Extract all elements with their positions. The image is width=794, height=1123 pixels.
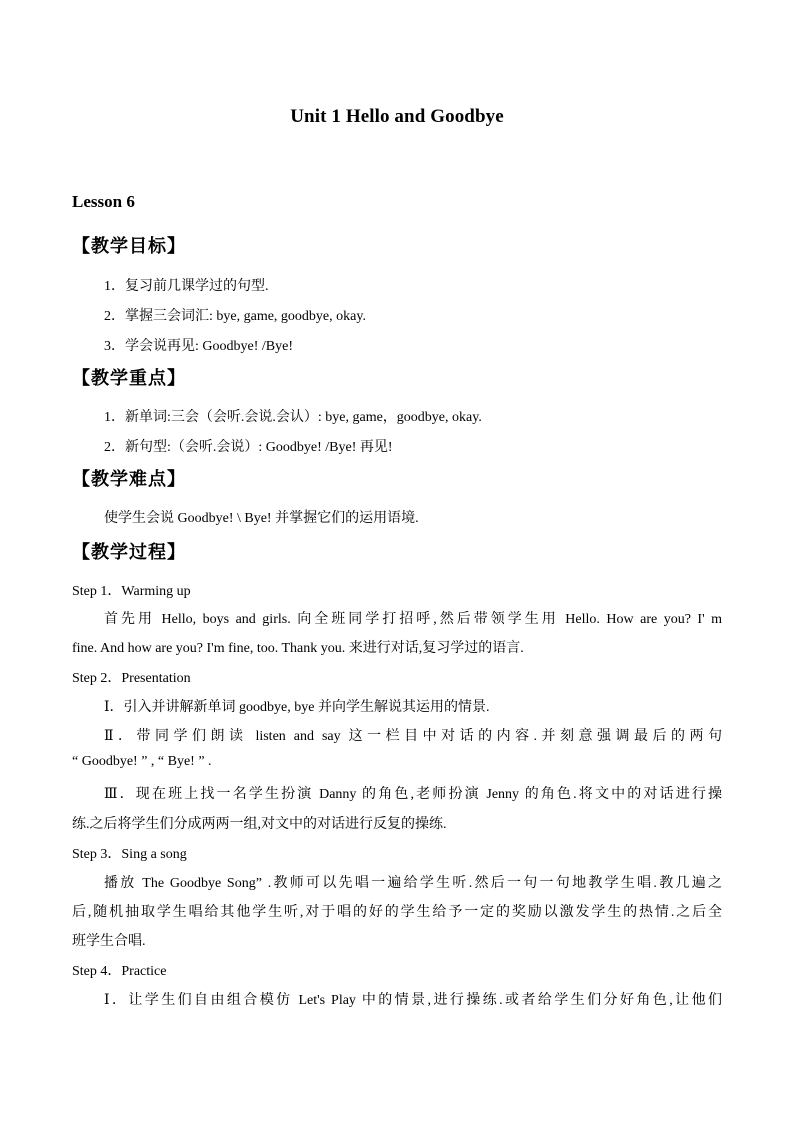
section-heading-key-points: 【教学重点】 — [72, 368, 186, 389]
objective-item: 3．学会说再见: Goodbye! /Bye! — [104, 339, 293, 354]
process-paragraph-line: Ⅱ．带同学们朗读 listen and say 这一栏目中对话的内容.并刻意强调最后的两句 — [104, 729, 722, 744]
process-paragraph-line: 首先用 Hello, boys and girls. 向全班同学打招呼,然后带领学生用 Hello. How are you? I' m — [104, 612, 722, 627]
objective-item: 2．掌握三会词汇: bye, game, goodbye, okay. — [104, 309, 366, 324]
step-label: Step 2．Presentation — [72, 671, 191, 686]
process-paragraph-line: 班学生合唱. — [72, 934, 146, 949]
step-label: Step 1．Warming up — [72, 584, 191, 599]
page-title: Unit 1 Hello and Goodbye — [290, 106, 504, 127]
lesson-label: Lesson 6 — [72, 192, 135, 211]
process-paragraph-line: 练.之后将学生们分成两两一组,对文中的对话进行反复的操练. — [72, 817, 447, 832]
process-paragraph-line: 后,随机抽取学生唱给其他学生听,对于唱的好的学生给予一定的奖励以激发学生的热情.之后全 — [72, 905, 722, 920]
process-paragraph-line: “ Goodbye! ” , “ Bye! ” . — [72, 754, 212, 769]
process-paragraph-line: Ⅲ．现在班上找一名学生扮演 Danny 的角色,老师扮演 Jenny 的角色.将文中的对话进行操 — [104, 787, 722, 802]
key-point-item: 2．新句型:（会听.会说）: Goodbye! /Bye! 再见! — [104, 440, 393, 455]
key-point-item: 1．新单词:三会（会听.会说.会认）: bye, game，goodbye, okay. — [104, 410, 482, 425]
process-paragraph-line: 播放 The Goodbye Song” .教师可以先唱一遍给学生听.然后一句一句地教学生唱.教几遍之 — [104, 876, 722, 891]
step-label: Step 3．Sing a song — [72, 847, 187, 862]
process-paragraph-line: fine. And how are you? I'm fine, too. Thank you. 来进行对话,复习学过的语言. — [72, 641, 524, 656]
process-paragraph-line: Ⅰ．让学生们自由组合模仿 Let's Play 中的情景,进行操练.或者给学生们分好角色,让他们 — [104, 993, 722, 1008]
process-paragraph-line: Ⅰ．引入并讲解新单词 goodbye, bye 并向学生解说其运用的情景. — [104, 700, 490, 715]
section-heading-process: 【教学过程】 — [72, 542, 186, 563]
objective-item: 1．复习前几课学过的句型. — [104, 279, 269, 294]
difficulties-text: 使学生会说 Goodbye! \ Bye! 并掌握它们的运用语境. — [104, 511, 419, 526]
section-heading-difficulties: 【教学难点】 — [72, 469, 186, 490]
step-label: Step 4．Practice — [72, 964, 167, 979]
section-heading-objectives: 【教学目标】 — [72, 236, 186, 257]
